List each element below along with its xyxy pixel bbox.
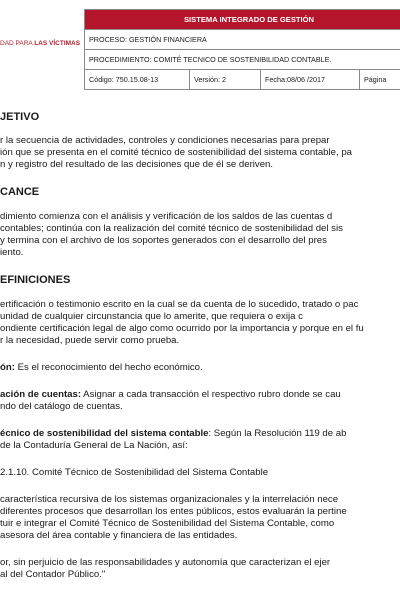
def-comite [0, 428, 400, 440]
code-field: Código: 750.15.08-13 [85, 70, 190, 90]
date-field: Fecha:08/06 /2017 [261, 70, 360, 90]
alcance-line-2: contables; continúa con la realización del comité técnico de sostenibilidad del sis [0, 223, 343, 234]
def-comite-term: écnico de sostenibilidad del sistema contable [0, 428, 209, 439]
def-comite-line-2: de la Contaduría General de La Nación, así: [0, 440, 188, 451]
alcance-line-1: dimiento comienza con el análisis y verificación de los saldos de las cuentas d [0, 211, 333, 222]
quote-line-5: or, sin perjuicio de las responsabilidades y autonomía que caracterizan el ejer [0, 557, 331, 568]
quote-title: 2.1.10. Comité Técnico de Sostenibilidad del Sistema Contable [0, 467, 269, 478]
procedure-field: PROCEDIMIENTO: COMITÉ TECNICO DE SOSTENIBILIDAD CONTABLE. [85, 50, 400, 70]
def-imputacion-line-2: ndo del catálogo de cuentas. [0, 401, 123, 412]
def-imputacion-text: Asignar a cada transacción el respectivo rubro donde se cau [81, 389, 341, 400]
logo-text-2: LAS VÍCTIMAS [34, 40, 81, 47]
def-causacion [0, 362, 400, 374]
header-table [84, 9, 400, 90]
process-field: PROCESO: GESTIÓN FINANCIERA [85, 30, 400, 50]
objetivo-line-1: r la secuencia de actividades, controles y condiciones necesarias para prepar [0, 135, 330, 146]
section-alcance-title: CANCE [0, 186, 40, 198]
section-objetivo-title: JETIVO [0, 111, 40, 123]
alcance-line-3: y termina con el archivo de los soportes generados con el desarrollo del pres [0, 235, 327, 246]
system-title: SISTEMA INTEGRADO DE GESTIÓN [85, 10, 400, 30]
section-definiciones-title: EFINICIONES [0, 274, 71, 286]
quote-line-1: característica recursiva de los sistemas organizacionales y la interrelación nece [0, 494, 339, 505]
def-acta-line-1: ertificación o testimonio escrito en la cual se da cuenta de lo sucedido, tratado o pac [0, 299, 359, 310]
logo-text-1: DAD PARA [0, 40, 35, 47]
def-causacion-term: ón: [0, 362, 15, 373]
quote-line-6: al del Contador Público." [0, 569, 106, 580]
def-acta-line-2: unidad de cualquier circunstancia que lo amerite, que requiera o exija c [0, 311, 303, 322]
objetivo-line-2: ión que se presenta en el comité técnico de sostenibilidad del sistema contable, pa [0, 147, 352, 158]
def-acta-line-3: ondiente certificación legal de algo como ocurrido por la importancia y porque en el fu [0, 323, 364, 334]
alcance-line-4: iento. [0, 247, 24, 258]
def-imputacion-term: ación de cuentas: [0, 389, 82, 400]
document-header [0, 0, 400, 97]
page-field: Página [360, 70, 400, 90]
logo [0, 40, 84, 47]
def-imputacion [0, 389, 400, 401]
def-acta-line-4: r la necesidad, puede servir como prueba. [0, 335, 180, 346]
quote-line-2: diferentes procesos que desarrollan los entes públicos, estos evaluarán la pertine [0, 506, 347, 517]
quote-line-4: asesora del área contable y financiera de las entidades. [0, 530, 238, 541]
quote-line-3: tuir e integrar el Comité Técnico de Sostenibilidad del Sistema Contable, como [0, 518, 335, 529]
objetivo-line-3: n y registro del resultado de las decisiones que de él se deriven. [0, 159, 274, 170]
def-causacion-text: Es el reconocimiento del hecho económico. [14, 362, 203, 373]
def-comite-text: : Según la Resolución 119 de ab [208, 428, 347, 439]
version-field: Versión: 2 [190, 70, 261, 90]
